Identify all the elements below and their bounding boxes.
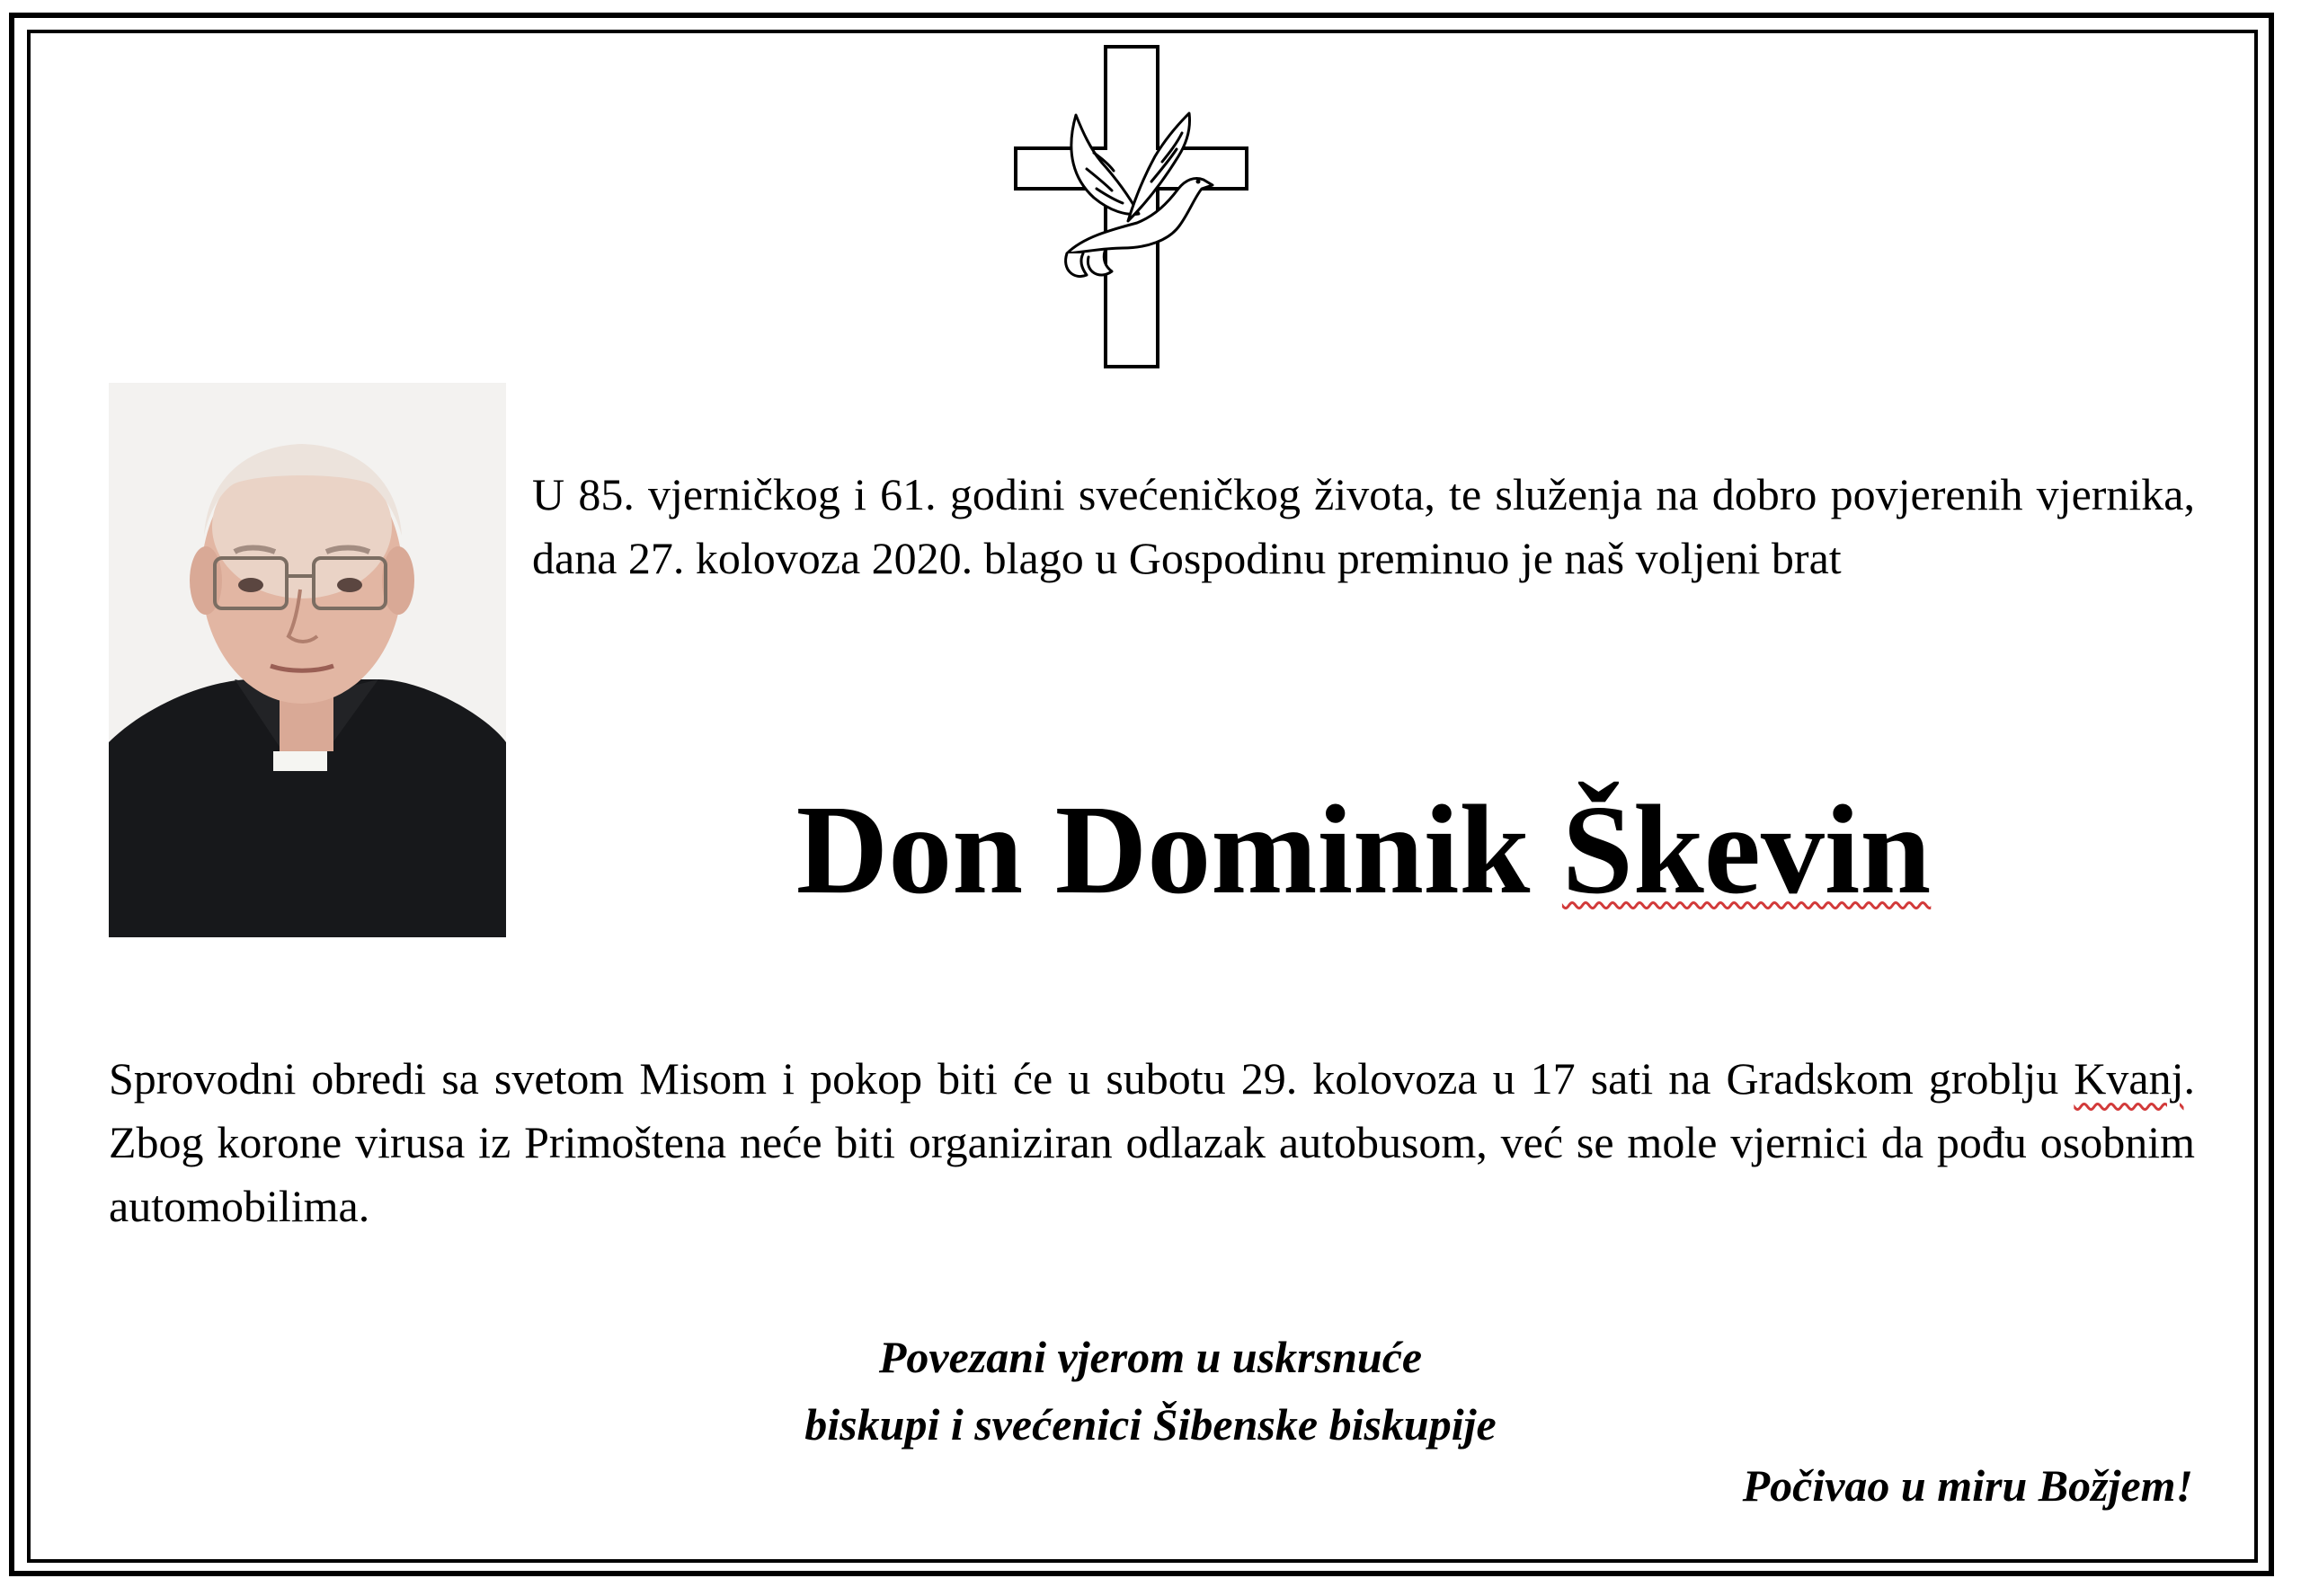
funeral-text-start: Sprovodni obredi sa svetom Misom i pokop biti će u subotu 29. kolovoza u 17 sati na Gradskom groblju bbox=[109, 1053, 2074, 1104]
intro-paragraph: U 85. vjerničkog i 61. godini svećeničkog života, te služenja na dobro povjerenih vjernika, dana 27. kolovoza 2020. blago u Gospodinu preminuo je naš voljeni brat bbox=[532, 469, 2195, 583]
cross-with-dove-icon bbox=[1011, 45, 1252, 370]
farewell-text: Počivao u miru Božjem! bbox=[1742, 1460, 2193, 1511]
closing-line-1: Povezani vjerom u uskrsnuće bbox=[878, 1332, 1423, 1382]
cemetery-name: Kvanj bbox=[2074, 1053, 2184, 1104]
name-title: Don Dominik bbox=[795, 778, 1562, 920]
surname: Škevin bbox=[1561, 778, 1932, 920]
funeral-paragraph bbox=[109, 1047, 2195, 1238]
closing-signature bbox=[629, 1324, 1672, 1459]
portrait-photo bbox=[109, 383, 506, 937]
closing-line-2: biskupi i svećenici Šibenske biskupije bbox=[804, 1399, 1497, 1450]
funeral-text-end: . Zbog korone virusa iz Primoštena neće biti organiziran odlazak autobusom, već se mole vjernici da pođu osobnim automobilima. bbox=[109, 1053, 2195, 1231]
deceased-name bbox=[532, 777, 2195, 921]
